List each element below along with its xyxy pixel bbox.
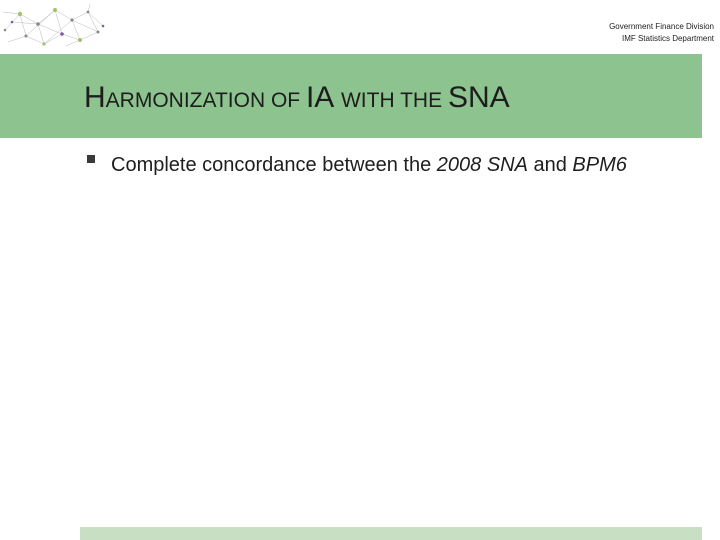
org-division: Government Finance Division: [609, 22, 714, 31]
network-graph-logo: [0, 0, 108, 52]
square-bullet-icon: [87, 155, 95, 163]
footer-bar: [80, 527, 702, 540]
bullet-text-pre: Complete concordance between the: [111, 154, 437, 176]
title-part2-initial: IA: [305, 81, 341, 114]
bullet-text-sna: 2008 SNA: [436, 154, 528, 176]
bullet-text-mid: and: [527, 154, 573, 176]
org-department: IMF Statistics Department: [621, 34, 714, 43]
title-part3: SNA: [447, 81, 510, 114]
bullet-item: [87, 150, 707, 180]
title-part1-initial: H: [84, 81, 106, 114]
title-part1-rest: ARMONIZATION OF: [105, 89, 306, 112]
title-part2-rest: WITH THE: [340, 89, 448, 112]
organization-header: [454, 21, 714, 45]
slide-title: [84, 78, 684, 123]
bullet-text-bpm: BPM6: [572, 154, 627, 176]
